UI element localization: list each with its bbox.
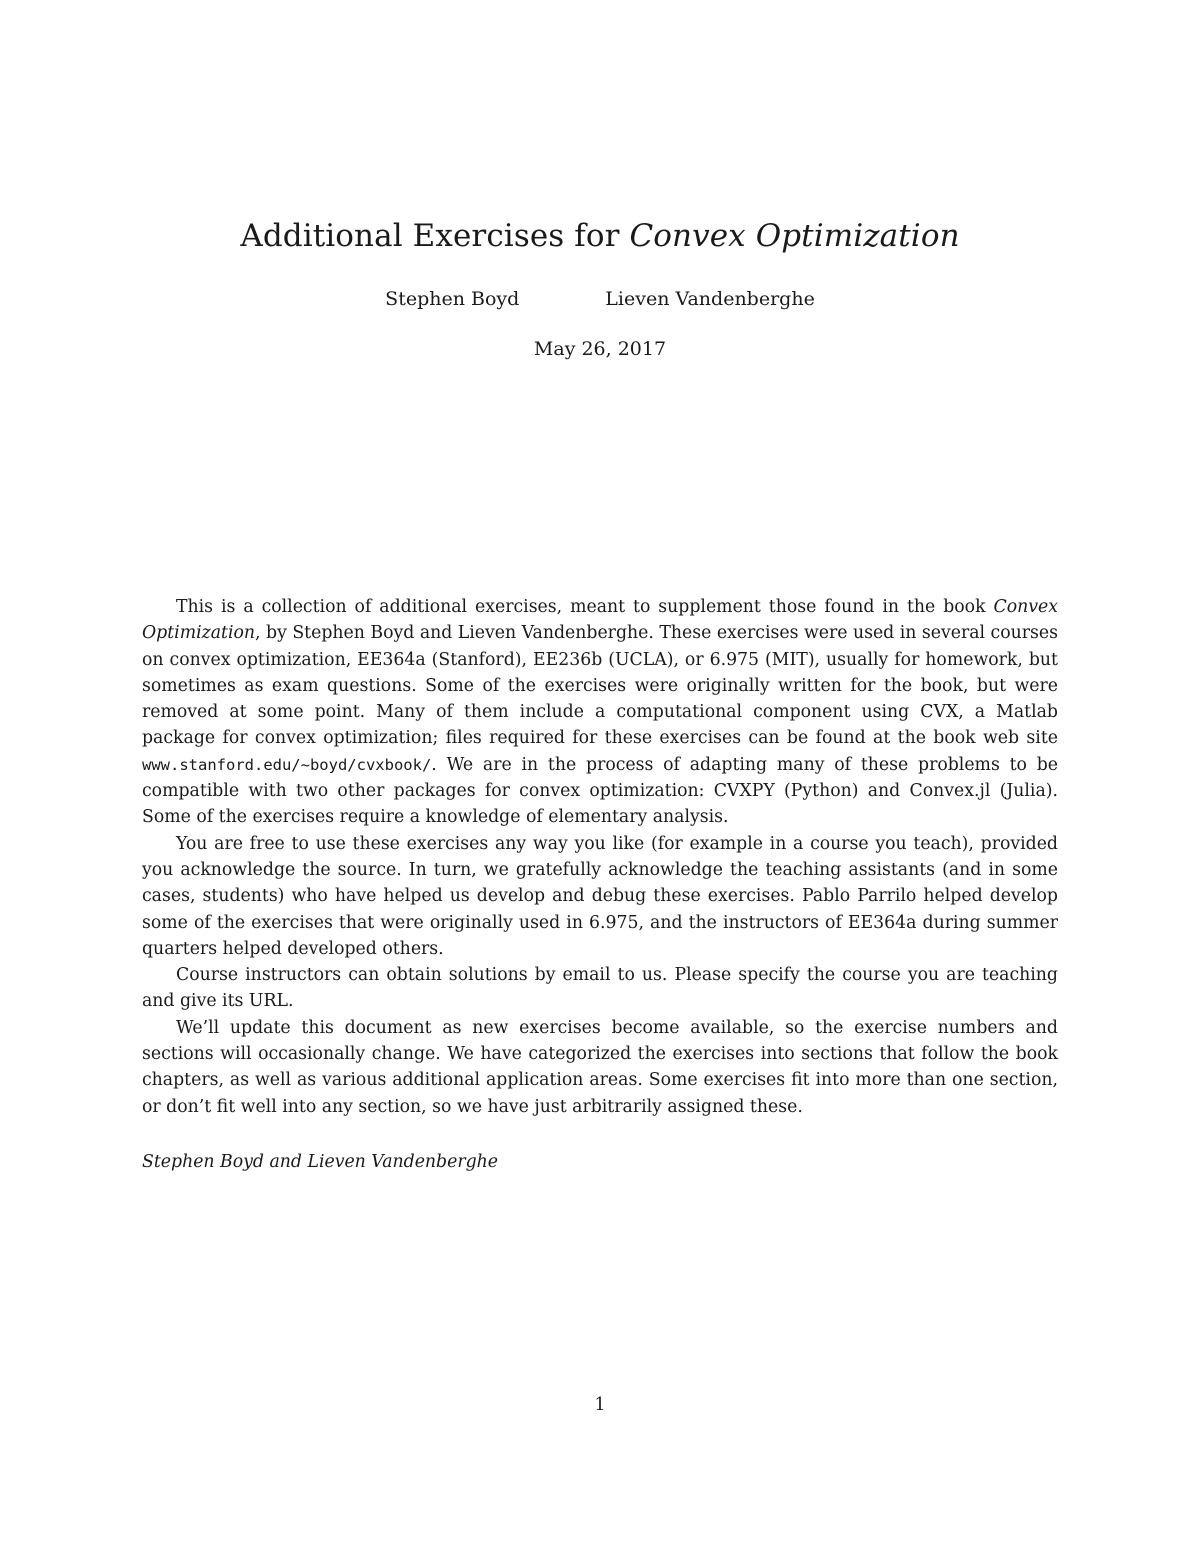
- preface-paragraph: You are free to use these exercises any way you like (for example in a course you teach), provided you acknowledge the source. In turn, we gratefully acknowledge the teaching assistants (and in some cases, students) who have helped us develop and debug these exercises. Pablo Parrilo helped develop some of the exercises that were originally used in 6.975, and the instructors of EE364a during summer quarters helped developed others.: [142, 833, 1058, 959]
- paragraph-text: . We are in the process of adapting many of these problems to be compatible with two other packages for convex optimization: CVXPY (Python) and Convex.jl (Julia). Some of the exercises require a knowledge of elementary analysis.: [142, 754, 1058, 828]
- page-number: 1: [594, 1395, 606, 1415]
- title-prefix: Additional Exercises for: [240, 218, 630, 254]
- preface-paragraph: [142, 594, 1058, 831]
- document-date: May 26, 2017: [533, 338, 667, 360]
- signature: Stephen Boyd and Lieven Vandenberghe: [142, 1152, 499, 1172]
- paragraph-text: This is a collection of additional exercises, meant to supplement those found in the book: [176, 597, 994, 617]
- document-title: [0, 218, 1200, 254]
- preface-body: [142, 594, 1058, 1120]
- author-name: Stephen Boyd: [385, 288, 520, 310]
- book-title-reference: Convex Optimization: [142, 597, 1058, 644]
- authors-line: [0, 288, 1200, 310]
- title-book-name: Convex Optimization: [629, 218, 960, 254]
- paragraph-text: , by Stephen Boyd and Lieven Vandenberghe. These exercises were used in several courses on convex optimization, EE364a (Stanford), EE236b (UCLA), or 6.975 (MIT), usually for homework, but sometimes as exam questions. Some of the exercises were originally written for the book, but were removed at some point. Many of them include a computational component using CVX, a Matlab package for convex optimization; files required for these exercises can be found at the book web site: [142, 623, 1058, 749]
- preface-paragraph: Course instructors can obtain solutions by email to us. Please specify the course you are teaching and give its URL.: [142, 965, 1058, 1012]
- author-name: Lieven Vandenberghe: [605, 288, 815, 310]
- preface-paragraph: We’ll update this document as new exercises become available, so the exercise numbers and sections will occasionally change. We have categorized the exercises into sections that follow the book chapters, as well as various additional application areas. Some exercises fit into more than one section, or don’t fit well into any section, so we have just arbitrarily assigned these.: [142, 1017, 1058, 1117]
- book-website-url: www.stanford.edu/~boyd/cvxbook/: [142, 755, 432, 774]
